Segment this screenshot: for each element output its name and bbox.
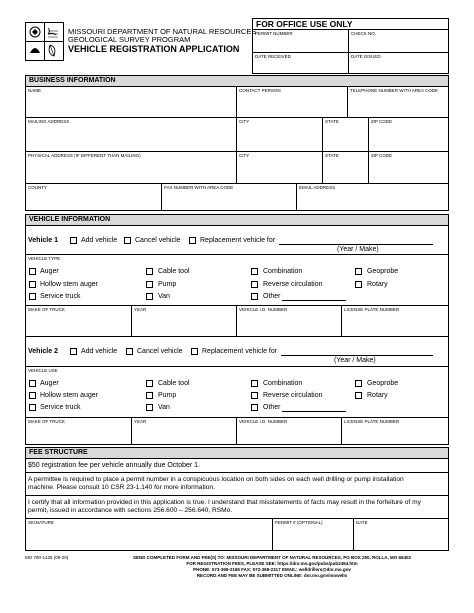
dept-name: MISSOURI DEPARTMENT OF NATURAL RESOURCES (68, 27, 257, 36)
v2-col-year (131, 417, 132, 445)
v2-make-label: MAKE OF TRUCK (28, 419, 65, 424)
v2-truck-divider (25, 417, 449, 418)
signature-field[interactable] (27, 526, 270, 550)
date-issued-field[interactable] (350, 60, 447, 73)
v2-van-checkbox[interactable] (146, 404, 153, 411)
v1-add-label: Add vehicle (81, 237, 118, 244)
fax-label: FAX NUMBER WITH AREA CODE (164, 185, 234, 190)
fee-col-date (353, 518, 354, 551)
telephone-label: TELEPHONE NUMBER WITH AREA CODE (350, 88, 439, 93)
v1-other-checkbox[interactable] (251, 293, 258, 300)
v2-add-label: Add vehicle (81, 348, 118, 355)
v2-plate-field[interactable] (343, 425, 448, 444)
v2-geoprobe-checkbox[interactable] (355, 380, 362, 387)
footer-line-4: RECORD AND FEE MAY BE SUBMITTED ONLINE: dnr.mo.gov/mowells (196, 573, 348, 578)
city2-field[interactable] (238, 159, 321, 182)
v1-auger-label: Auger (40, 268, 59, 275)
biz-row-1 (25, 117, 449, 118)
fee-structure-header: FEE STRUCTURE (25, 447, 449, 459)
permittee-line-2: machine. Please consult 10 CSR 23-1.140 for more information. (28, 484, 215, 491)
v2-replace-checkbox[interactable] (191, 348, 198, 355)
vehicle-info-header: VEHICLE INFORMATION (25, 214, 449, 226)
v1-vehicle-type-label: VEHICLE TYPE (28, 256, 61, 261)
v1-vin-label: VEHICLE I.D. NUMBER (239, 307, 288, 312)
v2-plate-label: LICENSE PLATE NUMBER (344, 419, 400, 424)
county-field[interactable] (27, 191, 159, 210)
state-field[interactable] (324, 125, 367, 150)
v2-rotary-label: Rotary (367, 392, 388, 399)
footer-line-1: SEND COMPLETED FORM AND FEE(S) TO: MISSOURI DEPARTMENT OF NATURAL RESOURCES, PO BOX 250, ROLLA, MO 65402 (132, 555, 412, 560)
v1-type-divider (25, 254, 449, 255)
v1-col-plate (341, 305, 342, 336)
business-info-header: BUSINESS INFORMATION (25, 75, 449, 87)
v2-other-line[interactable] (282, 411, 346, 412)
v1-reverse-checkbox[interactable] (251, 281, 258, 288)
fee-line: $50 registration fee per vehicle annually due October 1. (28, 462, 200, 469)
v2-combination-label: Combination (263, 380, 303, 387)
v1-pump-checkbox[interactable] (146, 281, 153, 288)
v1-pump-label: Pump (158, 281, 177, 288)
fax-field[interactable] (163, 191, 295, 210)
v1-truck-divider (25, 305, 449, 306)
office-divider-v (348, 29, 349, 74)
v1-make-field[interactable] (27, 313, 129, 335)
v2-reverse-checkbox[interactable] (251, 392, 258, 399)
date-label: DATE (356, 520, 368, 525)
v1-service-label: Service truck (40, 293, 81, 300)
certify-line-2: permit, issued in accordance with sections 256.600 – 256.640, RSMo. (28, 507, 233, 514)
v2-cable-label: Cable tool (158, 380, 190, 387)
name-label: NAME (28, 88, 42, 93)
v1-geoprobe-label: Geoprobe (367, 268, 399, 275)
date-issued-label: DATE ISSUED (351, 54, 381, 59)
v2-pump-label: Pump (158, 392, 177, 399)
v2-year-field[interactable] (133, 425, 235, 444)
v1-truck-bottom (25, 336, 449, 337)
zip-label: ZIP CODE (371, 119, 393, 124)
v2-replace-line[interactable] (281, 355, 433, 356)
state2-field[interactable] (324, 159, 367, 182)
zip-field[interactable] (370, 125, 448, 150)
dnr-logo-icon (26, 23, 64, 60)
state2-label: STATE (325, 153, 339, 158)
v1-geoprobe-checkbox[interactable] (355, 268, 362, 275)
contact-person-label: CONTACT PERSON (239, 88, 281, 93)
v2-vin-label: VEHICLE I.D. NUMBER (239, 419, 288, 424)
v1-year-make-label: (Year / Make) (337, 246, 379, 253)
v1-cancel-checkbox[interactable] (124, 237, 131, 244)
v2-year-label: YEAR (134, 419, 147, 424)
permit-optional-field[interactable] (274, 526, 352, 550)
v1-rotary-label: Rotary (367, 281, 388, 288)
email-field[interactable] (298, 191, 448, 210)
v1-other-label: Other (263, 293, 281, 300)
biz-row-2 (25, 151, 449, 152)
biz-col-state (322, 117, 323, 183)
v1-cancel-label: Cancel vehicle (135, 237, 181, 244)
fee-col-permit (272, 518, 273, 551)
v1-replace-checkbox[interactable] (189, 237, 196, 244)
permittee-line-1: A permittee is required to place a permit number in a conspicuous location on both sides on each well drilling or pump installation (28, 476, 404, 483)
v2-replace-label: Replacement vehicle for (202, 348, 278, 355)
v1-service-checkbox[interactable] (29, 293, 36, 300)
biz-col-fax (161, 183, 162, 211)
v2-auger-checkbox[interactable] (29, 380, 36, 387)
v1-col-year (131, 305, 132, 336)
zip2-label: ZIP CODE (371, 153, 393, 158)
certify-line-1: I certify that all information provided in this application is true. I understand that misstatements of facts may result in the forfeiture of my (28, 499, 421, 506)
v2-hollow-checkbox[interactable] (29, 392, 36, 399)
date-field[interactable] (355, 526, 448, 550)
v2-vehicle-use-label: VEHICLE USE (28, 368, 58, 373)
v2-year-make-label: (Year / Make) (334, 357, 376, 364)
office-divider-2 (252, 52, 449, 53)
program-name: GEOLOGICAL SURVEY PROGRAM (68, 35, 191, 44)
physical-address-label: PHYSICAL ADDRESS (IF DIFFERENT THAN MAILING) (28, 153, 141, 158)
date-received-field[interactable] (254, 60, 346, 73)
v1-plate-field[interactable] (343, 313, 448, 335)
v1-van-checkbox[interactable] (146, 293, 153, 300)
biz-col-email (296, 183, 297, 211)
v2-col-plate (341, 417, 342, 445)
v1-hollow-label: Hollow stem auger (40, 281, 98, 288)
office-divider-1 (252, 29, 449, 30)
v1-auger-checkbox[interactable] (29, 268, 36, 275)
v1-combination-label: Combination (263, 268, 303, 275)
permit-optional-label: PERMIT # (OPTIONAL) (275, 520, 323, 525)
v2-other-label: Other (263, 404, 281, 411)
v1-rotary-checkbox[interactable] (355, 281, 362, 288)
city-label: CITY (239, 119, 250, 124)
v2-rotary-checkbox[interactable] (355, 392, 362, 399)
v2-make-field[interactable] (27, 425, 129, 444)
date-received-label: DATE RECEIVED (255, 54, 291, 59)
v2-vin-field[interactable] (238, 425, 340, 444)
footer-line-3: PHONE: 573-368-2165 FAX: 573-368-2317 EMAIL: welldrillers@dnr.mo.gov (193, 567, 351, 572)
v2-reverse-label: Reverse circulation (263, 392, 323, 399)
mailing-address-field[interactable] (27, 125, 234, 150)
v1-combination-checkbox[interactable] (251, 268, 258, 275)
v1-year-label: YEAR (134, 307, 147, 312)
v1-vin-field[interactable] (238, 313, 340, 335)
v1-plate-label: LICENSE PLATE NUMBER (344, 307, 400, 312)
fee-row-3 (25, 518, 449, 519)
check-no-field[interactable] (350, 37, 447, 51)
state-label: STATE (325, 119, 339, 124)
city-field[interactable] (238, 125, 321, 150)
county-label: COUNTY (28, 185, 47, 190)
city2-label: CITY (239, 153, 250, 158)
v1-cable-label: Cable tool (158, 268, 190, 275)
telephone-field[interactable] (349, 94, 448, 116)
v2-geoprobe-label: Geoprobe (367, 380, 399, 387)
permit-number-label: PERMIT NUMBER (255, 31, 293, 36)
zip2-field[interactable] (370, 159, 448, 182)
v1-col-vin (236, 305, 237, 336)
vehicle-1-label: Vehicle 1 (28, 237, 58, 244)
v2-cable-checkbox[interactable] (146, 380, 153, 387)
physical-address-field[interactable] (27, 159, 234, 182)
biz-col-contact (236, 86, 237, 183)
mailing-address-label: MAILING ADDRESS (28, 119, 70, 124)
v1-other-line[interactable] (282, 300, 346, 301)
v2-other-checkbox[interactable] (251, 404, 258, 411)
biz-col-zip (368, 117, 369, 183)
biz-row-3 (25, 183, 449, 184)
v1-hollow-checkbox[interactable] (29, 281, 36, 288)
signature-label: SIGNATURE (28, 520, 54, 525)
permit-number-field[interactable] (254, 37, 346, 51)
vehicle-2-label: Vehicle 2 (28, 348, 58, 355)
v1-reverse-label: Reverse circulation (263, 281, 323, 288)
fee-row-1 (25, 472, 449, 473)
v1-make-label: MAKE OF TRUCK (28, 307, 65, 312)
form-title: VEHICLE REGISTRATION APPLICATION (68, 44, 240, 54)
v1-year-field[interactable] (133, 313, 235, 335)
v2-col-vin (236, 417, 237, 445)
vehicle-info-grid (25, 225, 449, 445)
check-no-label: CHECK NO. (351, 31, 377, 36)
v1-replace-label: Replacement vehicle for (200, 237, 276, 244)
v2-service-label: Service truck (40, 404, 81, 411)
v2-service-checkbox[interactable] (29, 404, 36, 411)
v1-van-label: Van (158, 293, 170, 300)
v2-hollow-label: Hollow stem auger (40, 392, 98, 399)
v1-add-checkbox[interactable] (70, 237, 77, 244)
v1-replace-line[interactable] (279, 244, 433, 245)
v2-use-divider (25, 366, 449, 367)
footer-line-2: FOR REGISTRATION FEES, PLEASE SEE: https://dnr.mo.gov/pubs/pub2494.htm (186, 561, 358, 566)
fee-row-2 (25, 495, 449, 496)
v2-cancel-checkbox[interactable] (126, 348, 133, 355)
biz-col-phone (347, 86, 348, 117)
v2-combination-checkbox[interactable] (251, 380, 258, 387)
v2-van-label: Van (158, 404, 170, 411)
v2-add-checkbox[interactable] (70, 348, 77, 355)
contact-person-field[interactable] (238, 94, 345, 116)
v2-pump-checkbox[interactable] (146, 392, 153, 399)
v1-cable-checkbox[interactable] (146, 268, 153, 275)
form-number: MO 780-1425 (09-20) (25, 555, 69, 560)
email-label: EMAIL ADDRESS (299, 185, 336, 190)
v2-cancel-label: Cancel vehicle (137, 348, 183, 355)
v2-auger-label: Auger (40, 380, 59, 387)
office-use-title: FOR OFFICE USE ONLY (256, 19, 353, 29)
name-field[interactable] (27, 94, 234, 116)
